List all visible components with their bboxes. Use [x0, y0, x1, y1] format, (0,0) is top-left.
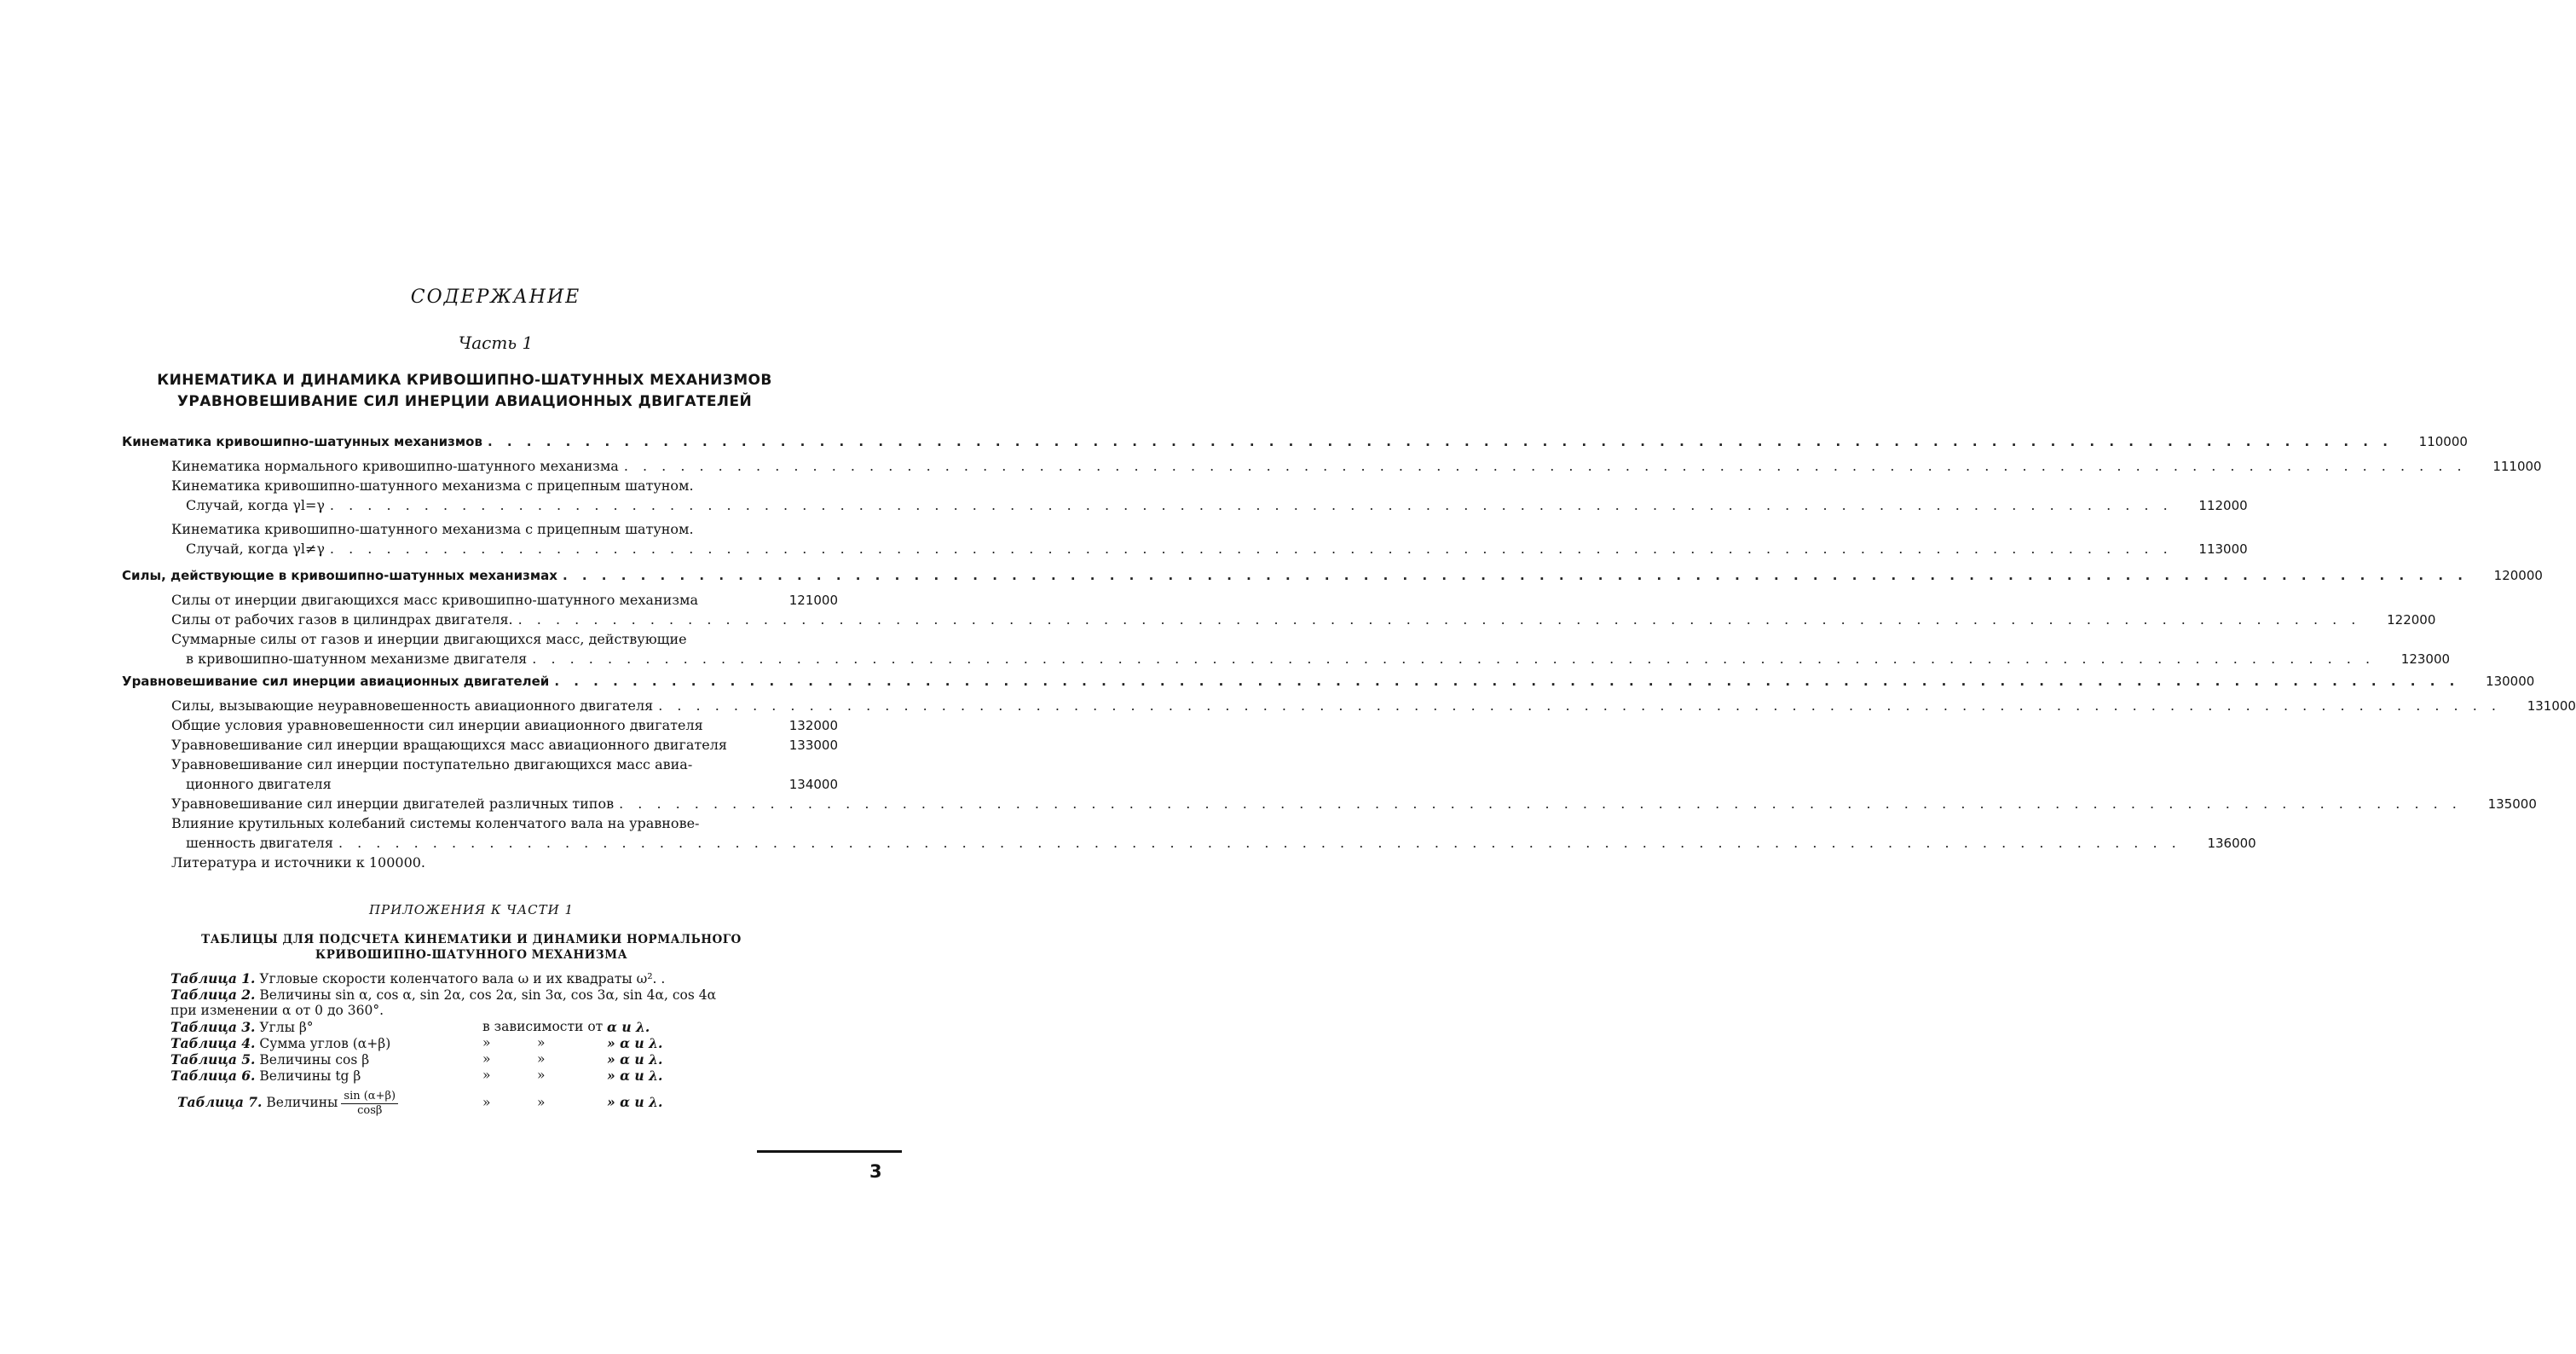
toc-entry[interactable] [122, 794, 2537, 813]
toc-entry-title: Уравновешивание сил инерции вращающихся масс авиационного двигателя [171, 737, 727, 753]
toc-chapter[interactable] [122, 672, 2535, 691]
toc-dot-leader [518, 610, 2361, 629]
toc-chapter[interactable] [122, 432, 2468, 452]
ditto-mark: » [537, 1095, 546, 1110]
table-label: Таблица 7. [177, 1094, 263, 1110]
toc-entry[interactable] [122, 476, 838, 495]
toc-entry-title: в кривошипно-шатунном механизме двигателя [186, 651, 528, 667]
table-label: Таблица 1. [170, 970, 256, 987]
toc-entry-title: ционного двигателя [186, 776, 332, 792]
toc-page-number: 133000 [788, 738, 838, 753]
ditto-mark: » [482, 1068, 491, 1083]
toc-entry-literature[interactable] [122, 853, 838, 872]
toc-dot-leader [658, 696, 2501, 715]
toc-dot-leader [338, 833, 2181, 853]
table-variables: α и λ. [607, 1019, 650, 1035]
toc-dot-leader [554, 672, 2459, 691]
toc-page-number: 113000 [2198, 541, 2248, 557]
appendix-title: ПРИЛОЖЕНИЯ К ЧАСТИ 1 [368, 902, 575, 917]
table-label: Таблица 6. [170, 1068, 256, 1084]
toc-entry-continuation[interactable] [122, 649, 2451, 668]
toc-entry-title: Случай, когда γl≠γ [186, 541, 325, 557]
toc-entry-title: Кинематика нормального кривошипно-шатунного механизма [171, 458, 619, 474]
table-label: Таблица 5. [170, 1051, 256, 1068]
toc-dot-leader [330, 495, 2173, 515]
ditto-mark: » [482, 1051, 491, 1067]
section-heading-line1: КИНЕМАТИКА И ДИНАМИКА КРИВОШИПНО-ШАТУННЫХ МЕХАНИЗМОВ [157, 372, 772, 389]
toc-entry-title: Случай, когда γl=γ [186, 497, 325, 513]
contents-title: СОДЕРЖАНИЕ [410, 286, 581, 308]
page-number: 3 [869, 1161, 882, 1182]
toc-entry[interactable] [122, 629, 838, 649]
toc-entry[interactable] [122, 519, 838, 539]
toc-entry-title: Кинематика кривошипно-шатунного механизма с прицепным шатуном. [171, 477, 694, 494]
table-description: Угловые скорости коленчатого вала ω и их квадраты ω². . [259, 971, 666, 987]
toc-entry-title: Общие условия уравновешенности сил инерции авиационного двигателя [171, 717, 703, 733]
fraction [341, 1090, 398, 1118]
toc-entry-title: Силы от инерции двигающихся масс кривошипно-шатунного механизма [171, 592, 698, 608]
toc-entry-continuation[interactable] [122, 539, 2248, 558]
table-variables: » α и λ. [607, 1051, 663, 1068]
table-description: при изменении α от 0 до 360°. [170, 1003, 384, 1018]
table-of-contents [122, 429, 2576, 872]
table-description: Величины cos β [259, 1052, 370, 1068]
toc-page-number: 136000 [2207, 836, 2256, 851]
table-dependence: в зависимости от [482, 1019, 604, 1034]
appendix-table-item-continuation[interactable] [170, 1003, 767, 1019]
toc-page-number: 110000 [2418, 434, 2468, 449]
table-variables: » α и λ. [607, 1094, 663, 1110]
toc-page-number: 120000 [2493, 568, 2543, 583]
toc-chapter[interactable] [122, 566, 2543, 586]
toc-entry-title: Влияние крутильных колебаний системы коленчатого вала на уравнове- [171, 815, 700, 831]
toc-entry-title: Силы, вызывающие неуравновешенность авиационного двигателя [171, 697, 654, 714]
toc-page-number: 134000 [788, 777, 838, 792]
toc-entry-continuation[interactable] [122, 774, 838, 794]
toc-page-number: 123000 [2400, 651, 2451, 667]
toc-entry[interactable] [122, 456, 2542, 476]
ditto-mark: » [482, 1095, 491, 1110]
toc-dot-leader [624, 456, 2467, 476]
appendix-table-item[interactable] [170, 1085, 767, 1120]
appendix-subtitle-line2: КРИВОШИПНО-ШАТУННОГО МЕХАНИЗМА [315, 948, 628, 962]
toc-page-number: 111000 [2492, 459, 2542, 474]
table-description: Величины tg β [259, 1068, 361, 1084]
toc-entry-continuation[interactable] [122, 495, 2248, 515]
table-description: Величины sin α, cos α, sin 2α, cos 2α, sin 3α, cos 3α, sin 4α, cos 4α [259, 987, 717, 1003]
toc-entry-title: Кинематика кривошипно-шатунного механизма с прицепным шатуном. [171, 521, 694, 537]
ditto-mark: » [482, 1035, 491, 1050]
table-description: Углы β° [259, 1020, 314, 1035]
toc-entry[interactable] [122, 696, 2576, 715]
toc-entry-title: Силы от рабочих газов в цилиндрах двигателя. [171, 611, 513, 628]
toc-entry-title: шенность двигателя [186, 835, 333, 851]
toc-page-number: 130000 [2486, 674, 2535, 689]
toc-dot-leader [619, 794, 2462, 813]
table-label: Таблица 4. [170, 1035, 256, 1051]
toc-page-number: 122000 [2387, 612, 2436, 628]
appendix-table-list [170, 970, 767, 1120]
toc-entry[interactable] [122, 755, 838, 774]
toc-page-number: 121000 [788, 593, 838, 608]
toc-entry[interactable] [122, 813, 838, 833]
footer-rule [757, 1150, 902, 1153]
toc-entry-title: Силы, действующие в кривошипно-шатунных механизмах [122, 568, 557, 583]
fraction-numerator: sin (α+β) [341, 1090, 398, 1104]
table-label: Таблица 3. [170, 1019, 256, 1035]
table-label: Таблица 2. [170, 987, 256, 1003]
toc-entry-title: Уравновешивание сил инерции двигателей различных типов [171, 796, 615, 812]
appendix-table-item[interactable] [170, 987, 767, 1003]
appendix-table-item[interactable] [170, 1068, 767, 1084]
toc-entry-title: Уравновешивание сил инерции поступательно двигающихся масс авиа- [171, 756, 693, 772]
toc-page-number: 135000 [2487, 796, 2537, 812]
toc-dot-leader [563, 566, 2468, 586]
ditto-mark: » [537, 1051, 546, 1067]
toc-dot-leader [532, 649, 2375, 668]
appendix-subtitle-line1: ТАБЛИЦЫ ДЛЯ ПОДСЧЕТА КИНЕМАТИКИ И ДИНАМИКИ НОРМАЛЬНОГО [201, 933, 742, 946]
toc-entry-title: Кинематика кривошипно-шатунных механизмов [122, 434, 482, 449]
appendix-table-item[interactable] [170, 970, 767, 987]
appendix-table-item[interactable] [170, 1019, 767, 1035]
toc-entry-title: Литература и источники к 100000. [171, 854, 426, 871]
toc-entry[interactable] [122, 715, 838, 735]
appendix-table-item[interactable] [170, 1035, 767, 1051]
part-title: Часть 1 [458, 333, 534, 353]
toc-page-number: 132000 [788, 718, 838, 733]
appendix-table-item[interactable] [170, 1051, 767, 1068]
toc-entry-title: Уравновешивание сил инерции авиационных двигателей [122, 674, 550, 689]
toc-entry-title: Суммарные силы от газов и инерции двигающихся масс, действующие [171, 631, 687, 647]
toc-entry[interactable] [122, 735, 838, 755]
table-variables: » α и λ. [607, 1068, 663, 1084]
section-heading-line2: УРАВНОВЕШИВАНИЕ СИЛ ИНЕРЦИИ АВИАЦИОННЫХ ДВИГАТЕЛЕЙ [176, 393, 753, 410]
toc-page-number: 112000 [2198, 498, 2248, 513]
table-variables: » α и λ. [607, 1035, 663, 1051]
toc-dot-leader [488, 432, 2393, 452]
ditto-mark: » [537, 1035, 546, 1050]
toc-entry[interactable] [122, 610, 2436, 629]
toc-dot-leader [330, 539, 2173, 558]
table-description: Величины [266, 1095, 338, 1110]
toc-entry[interactable] [122, 590, 838, 610]
fraction-denominator: cosβ [357, 1103, 383, 1117]
table-description: Сумма углов (α+β) [259, 1036, 391, 1051]
ditto-mark: » [537, 1068, 546, 1083]
toc-page-number: 131000 [2527, 698, 2576, 714]
toc-entry-continuation[interactable] [122, 833, 2256, 853]
